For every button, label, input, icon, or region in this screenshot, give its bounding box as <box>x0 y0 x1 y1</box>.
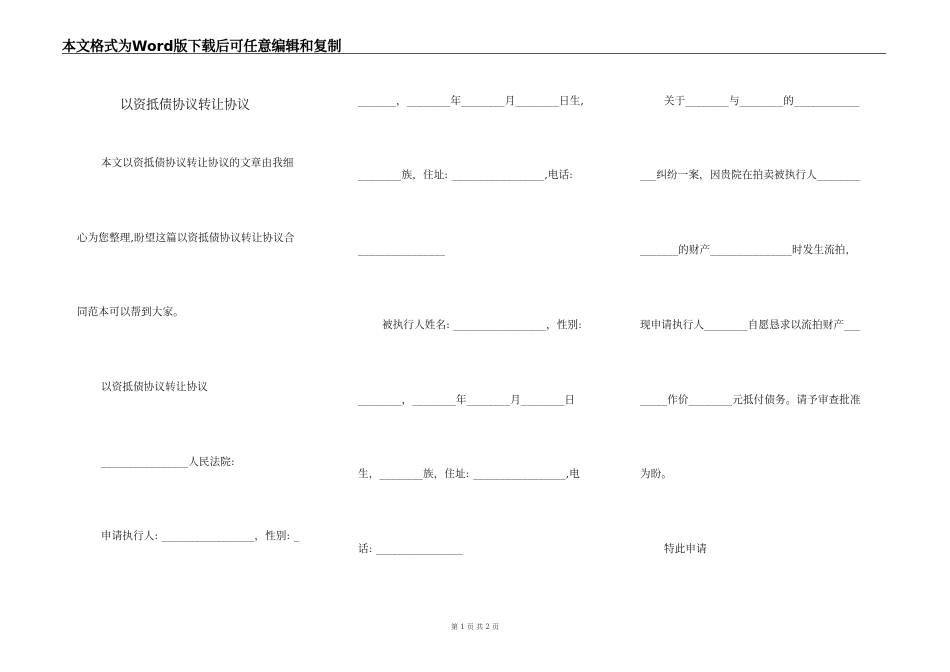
document-header-title: 本文格式为Word版下载后可任意编辑和复制 <box>62 39 342 55</box>
col2-line-4: 被执行人姓名: _________________，性别: <box>382 319 582 331</box>
document-title: 以资抵债协议转让协议 <box>120 98 251 113</box>
col1-line-1: 本文以资抵债协议转让协议的文章由我细 <box>101 157 294 169</box>
col3-line-1: 关于________与________的____________ <box>664 95 860 107</box>
col1-line-2: 心为您整理,盼望这篇以资抵债协议转让协议合 <box>77 232 295 244</box>
col3-line-3: _______的财产_______________时发生流拍， <box>640 244 857 256</box>
col1-line-3: 同范本可以帮到大家。 <box>77 306 184 318</box>
col1-line-4: 以资抵债协议转让协议 <box>101 381 208 393</box>
col3-line-6: 为盼。 <box>640 468 673 480</box>
col2-line-1: _______，________年________月________日生, <box>358 95 584 107</box>
page-indicator: 第 1 页 共 2 页 <box>450 623 500 631</box>
header-divider <box>62 53 886 54</box>
col2-line-7: 话: ________________ <box>358 543 464 555</box>
col1-line-5: ________________人民法院: <box>101 456 235 468</box>
col1-line-6: 申请执行人: _________________，性别: _ <box>101 530 300 542</box>
col2-line-3: ________________ <box>358 244 446 256</box>
col3-line-7: 特此申请 <box>664 543 707 555</box>
col2-line-2: ________族，住址: _________________,电话: <box>358 169 574 181</box>
col3-line-5: _____作价________元抵付债务。请予审查批准 <box>640 394 861 406</box>
col3-line-4: 现申请执行人________自愿恳求以流拍财产___ <box>640 319 861 331</box>
col2-line-6: 生，________族，住址: _________________,电 <box>358 468 580 480</box>
col2-line-5: ________，________年________月________日 <box>358 394 576 406</box>
col3-line-2: ___纠纷一案，因贵院在拍卖被执行人________ <box>640 169 861 181</box>
